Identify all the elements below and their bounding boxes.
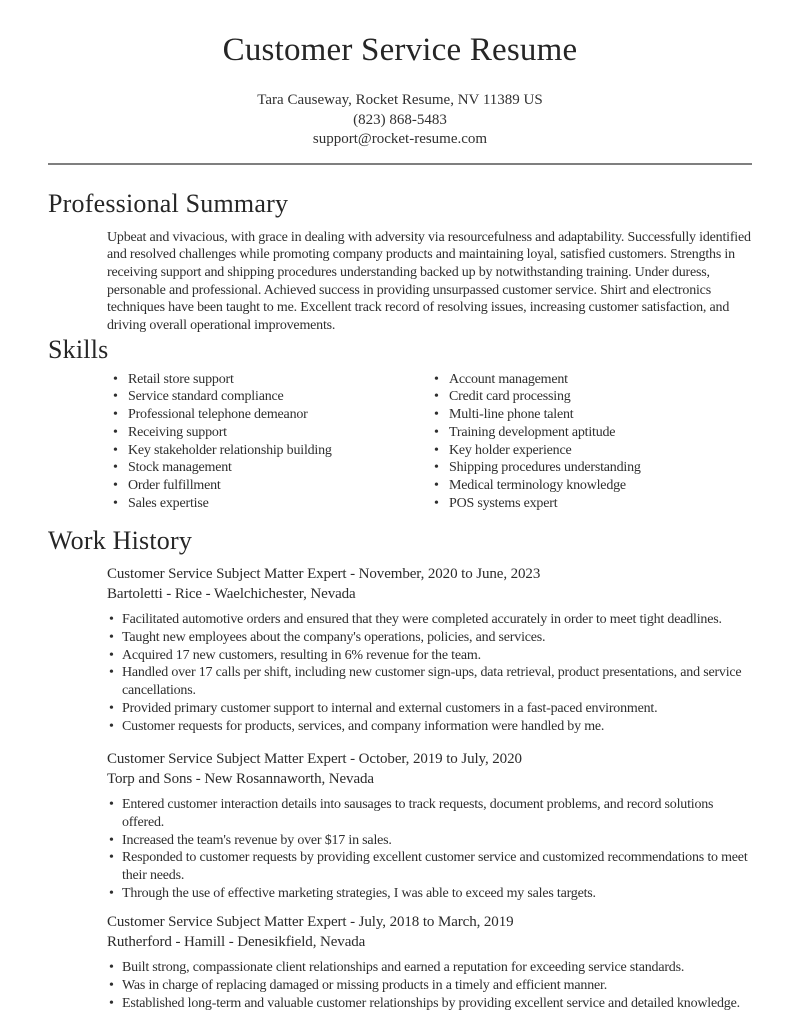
job-company-line: Bartoletti - Rice - Waelchichester, Nevada <box>107 586 356 603</box>
skill-item: • Stock management <box>107 459 428 477</box>
job-bullet: • Provided primary customer support to internal and external customers in a fast-paced environment. <box>107 700 752 718</box>
job-bullet: • Acquired 17 new customers, resulting in 6% revenue for the team. <box>107 647 752 665</box>
header-divider <box>48 163 752 165</box>
skill-item: • POS systems expert <box>428 495 752 513</box>
skill-item: • Shipping procedures understanding <box>428 459 752 477</box>
job-company-line: Torp and Sons - New Rosannaworth, Nevada <box>107 771 374 788</box>
job-entry-2 <box>107 749 752 902</box>
skills-list-left <box>107 371 428 513</box>
job-bullet: • Built strong, compassionate client relationships and earned a reputation for exceeding service standards. <box>107 959 752 977</box>
skill-item: • Retail store support <box>107 371 428 389</box>
job-bullet: • Entered customer interaction details into sausages to track requests, document problems, and record solutions offered. <box>107 796 752 831</box>
skill-item: • Account management <box>428 371 752 389</box>
summary-text: Upbeat and vivacious, with grace in dealing with adversity via resourcefulness and adaptability. Successfully identified and resolved challenges while promoting company products and maintaining loyal, satisfied customers. Strengths in receiving support and shipping procedures understanding backed up by notwithstanding training. Under duress, personable and professional. Achieved success in providing unsurpassed customer service. Shirt and electronics techniques have been taught to me. Excellent track record of resolving issues, increasing customer satisfaction, and driving overall operational improvements. <box>107 229 751 334</box>
job-title-line: Customer Service Subject Matter Expert - October, 2019 to July, 2020 <box>107 751 522 768</box>
job-bullet: • Was in charge of replacing damaged or missing products in a timely and efficient manner. <box>107 977 752 995</box>
skill-item: • Multi-line phone talent <box>428 406 752 424</box>
section-skills <box>48 335 752 513</box>
job-company-line: Rutherford - Hamill - Denesikfield, Nevada <box>107 934 366 951</box>
job-bullet: • Through the use of effective marketing strategies, I was able to exceed my sales targets. <box>107 885 752 903</box>
section-professional-summary <box>48 189 752 335</box>
skill-item: • Sales expertise <box>107 495 428 513</box>
job-entry-1 <box>107 564 752 735</box>
contact-phone: (823) 868-5483 <box>353 111 447 128</box>
skills-columns <box>107 371 752 513</box>
skill-item: • Credit card processing <box>428 388 752 406</box>
job-bullet: • Established long-term and valuable customer relationships by providing excellent service and detailed knowledge. <box>107 995 752 1013</box>
skill-item: • Professional telephone demeanor <box>107 406 428 424</box>
skill-item: • Receiving support <box>107 424 428 442</box>
section-work-history <box>48 526 752 1012</box>
page-title: Customer Service Resume <box>222 32 578 68</box>
contact-address: Tara Causeway, Rocket Resume, NV 11389 US <box>257 92 543 108</box>
resume-header <box>48 0 752 150</box>
job-bullet: • Increased the team's revenue by over $17 in sales. <box>107 832 752 850</box>
job-entry-3 <box>107 912 752 1012</box>
job-title-line: Customer Service Subject Matter Expert - July, 2018 to March, 2019 <box>107 914 514 931</box>
job-bullet: • Handled over 17 calls per shift, including new customer sign-ups, data retrieval, product presentations, and service cancellations. <box>107 664 752 699</box>
skill-item: • Training development aptitude <box>428 424 752 442</box>
skill-item: • Key stakeholder relationship building <box>107 442 428 460</box>
skills-list-right <box>428 371 752 513</box>
summary-heading: Professional Summary <box>48 188 289 218</box>
job-bullet-list <box>107 959 752 1012</box>
job-bullet: • Taught new employees about the company's operations, policies, and services. <box>107 629 752 647</box>
contact-info <box>48 91 752 150</box>
skill-item: • Service standard compliance <box>107 388 428 406</box>
job-bullet: • Facilitated automotive orders and ensured that they were completed accurately in order to meet tight deadlines. <box>107 611 752 629</box>
job-bullet-list <box>107 611 752 735</box>
job-bullet: • Customer requests for products, services, and company information were handled by me. <box>107 718 752 736</box>
job-bullet: • Responded to customer requests by providing excellent customer service and customized recommendations to meet their needs. <box>107 849 752 884</box>
contact-email: support@rocket-resume.com <box>312 131 488 147</box>
skill-item: • Key holder experience <box>428 442 752 460</box>
skill-item: • Order fulfillment <box>107 477 428 495</box>
job-bullet-list <box>107 796 752 902</box>
job-title-line: Customer Service Subject Matter Expert - November, 2020 to June, 2023 <box>107 566 541 583</box>
work-history-heading: Work History <box>48 526 193 556</box>
skills-heading: Skills <box>48 334 109 364</box>
skill-item: • Medical terminology knowledge <box>428 477 752 495</box>
